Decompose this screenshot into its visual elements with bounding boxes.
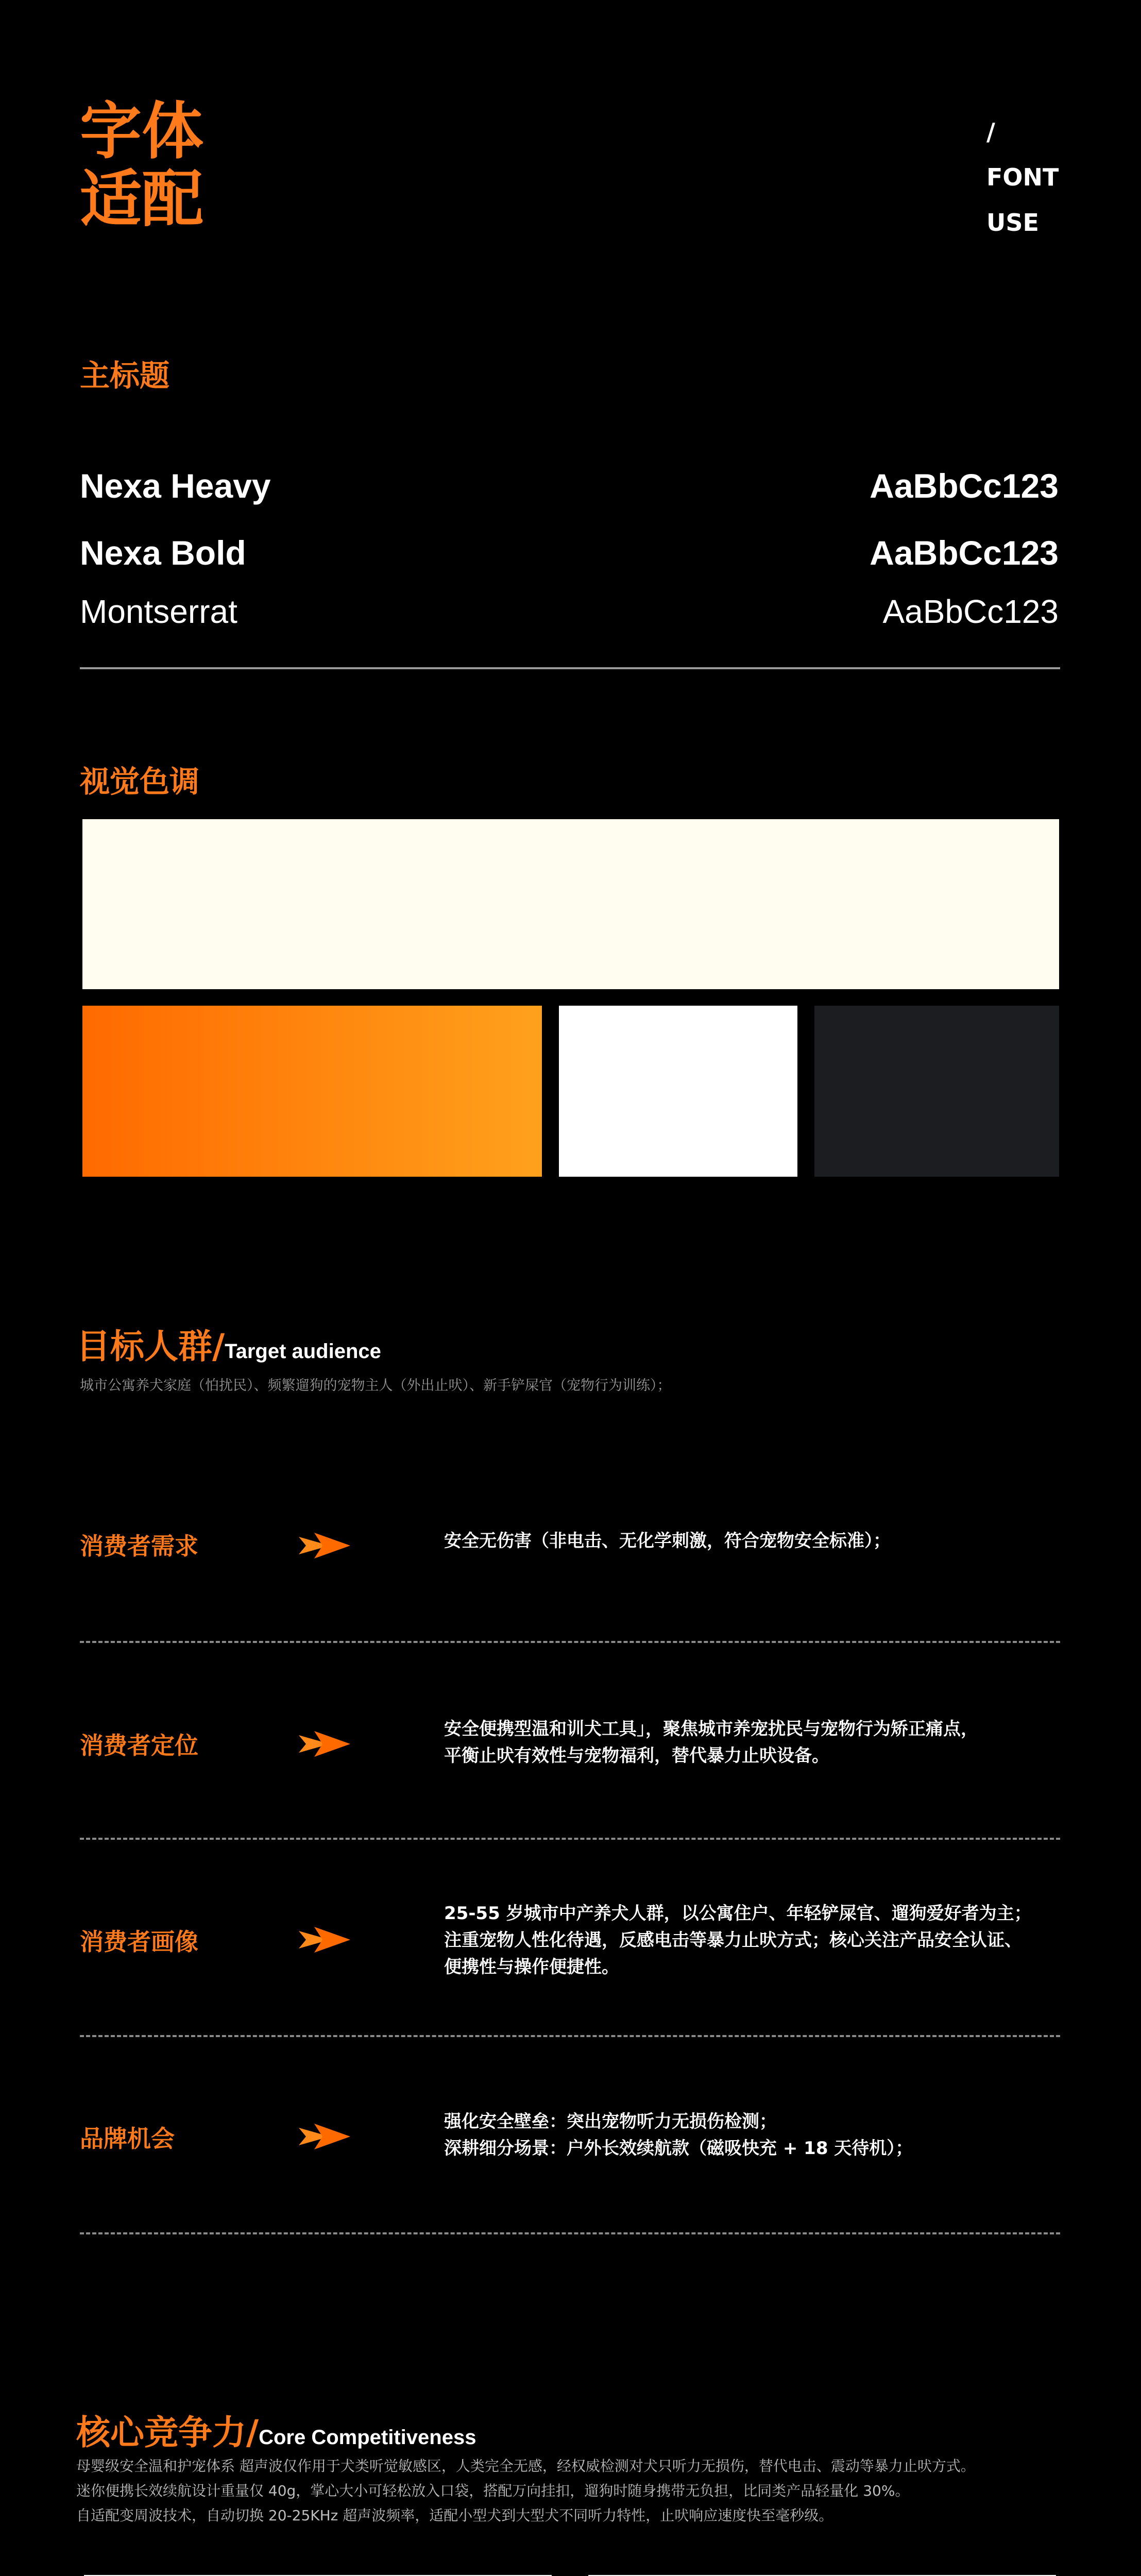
text-line: 安全便携型温和训犬工具」，聚焦城市养宠扰民与宠物行为矫正痛点， [444, 1719, 978, 1739]
row-text-consumer-needs [444, 1528, 1062, 1554]
font-use-slash: / [986, 118, 995, 146]
swatch-white [559, 1006, 797, 1177]
row-text-consumer-portrait [444, 1900, 1062, 1980]
swatch-dark [814, 1006, 1059, 1177]
desc-line: 迷你便携长效续航设计重量仅 40g，掌心大小可轻松放入口袋，搭配万向挂扣，遛狗时随身携带无负担，比同类产品轻量化 30%。 [76, 2482, 910, 2499]
font-name: Nexa Bold [80, 534, 246, 572]
desc-line: 自适配变周波技术，自动切换 20-25KHz 超声波频率，适配小型犬到大型犬不同听力特性，止吠响应速度快至毫秒级。 [76, 2507, 833, 2524]
target-audience-title [76, 1319, 381, 1368]
core-title-en: Core Competitiveness [259, 2426, 476, 2449]
row-label-consumer-needs: 消费者需求 [80, 1532, 198, 1560]
dashed-divider [80, 1641, 1060, 1643]
dashed-divider [80, 2035, 1060, 2037]
page-title [80, 98, 203, 234]
text-line: 深耕细分场景：户外长效续航款（磁吸快充 + 18 天待机）； [444, 2138, 913, 2159]
divider [80, 667, 1060, 669]
arrow-icon [299, 1927, 350, 1953]
text-line: 注重宠物人性化待遇，反感电击等暴力止吠方式；核心关注产品安全认证、 [444, 1930, 1022, 1951]
main-title-heading: 主标题 [80, 358, 170, 393]
target-title-cn: 目标人群/ [76, 1327, 225, 1366]
row-text-consumer-positioning [444, 1716, 1062, 1769]
arrow-icon [299, 1731, 350, 1757]
text-line: 便携性与操作便捷性。 [444, 1957, 619, 1977]
arrow-icon [299, 1533, 350, 1558]
dashed-divider [80, 2232, 1060, 2234]
target-audience-desc: 城市公寓养犬家庭（怕扰民）、频繁遛狗的宠物主人（外出止吠）、新手铲屎官（宠物行为训练）； [80, 1378, 671, 1394]
row-label-brand-opportunity: 品牌机会 [80, 2125, 175, 2153]
font-name: Montserrat [80, 593, 237, 630]
dashed-divider [80, 1838, 1060, 1840]
target-title-en: Target audience [225, 1340, 381, 1363]
text-line: 强化安全壁垒：突出宠物听力无损伤检测； [444, 2111, 777, 2132]
font-row-montserrat [80, 592, 1059, 644]
core-competitiveness-title [76, 2405, 476, 2454]
text-line: 25-55 岁城市中产养犬人群，以公寓住户、年轻铲屎官、遛狗爱好者为主； [444, 1903, 1032, 1924]
font-use-font: FONT [986, 163, 1059, 191]
font-use-use: USE [986, 209, 1039, 236]
row-text-brand-opportunity [444, 2108, 1062, 2162]
color-heading: 视觉色调 [80, 764, 200, 799]
font-name: Nexa Heavy [80, 467, 271, 505]
core-description [76, 2454, 1065, 2528]
font-sample: AaBbCc123 [870, 534, 1059, 572]
font-row-nexa-heavy [80, 466, 1059, 518]
swatch-orange-gradient [82, 1006, 542, 1177]
font-sample: AaBbCc123 [882, 593, 1059, 630]
font-row-nexa-bold [80, 533, 1059, 585]
row-label-consumer-portrait: 消费者画像 [80, 1928, 198, 1956]
font-sample: AaBbCc123 [870, 467, 1059, 505]
row-label-consumer-positioning: 消费者定位 [80, 1732, 198, 1759]
text-line: 安全无伤害（非电击、无化学刺激，符合宠物安全标准）； [444, 1531, 891, 1551]
desc-line: 母婴级安全温和护宠体系 超声波仅作用于犬类听觉敏感区，人类完全无感，经权威检测对犬只听力无损伤，替代电击、震动等暴力止吠方式。 [76, 2458, 975, 2475]
core-title-cn: 核心竞争力/ [76, 2413, 259, 2452]
arrow-icon [299, 2124, 350, 2149]
title-line-2: 适配 [80, 164, 203, 235]
title-line-1: 字体 [80, 96, 203, 167]
font-use-label [986, 109, 1059, 245]
text-line: 平衡止吠有效性与宠物福利，替代暴力止吠设备。 [444, 1745, 829, 1766]
swatch-cream [82, 819, 1059, 989]
